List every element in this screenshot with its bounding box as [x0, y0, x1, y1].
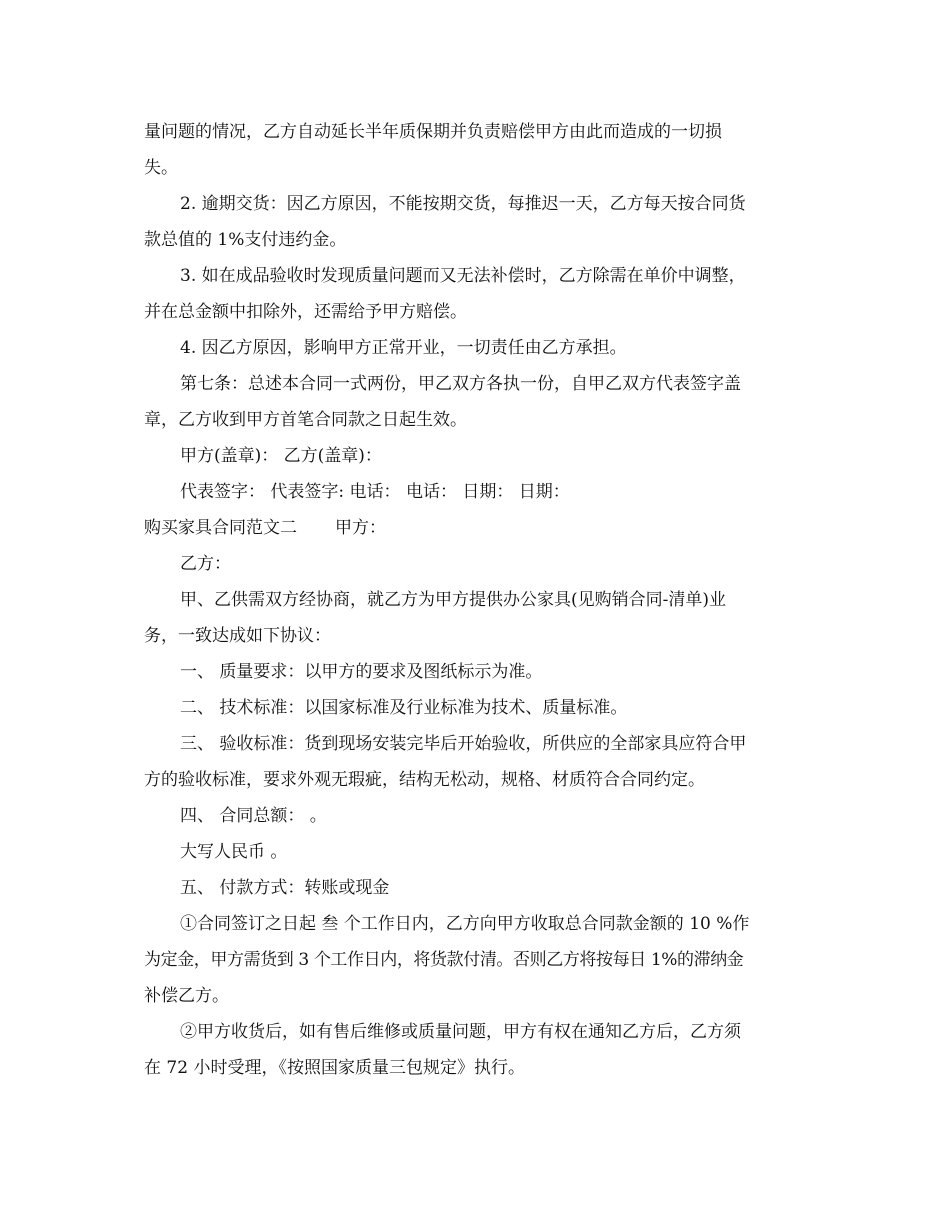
text-line: 量问题的情况，乙方自动延长半年质保期并负责赔偿甲方由此而造成的一切损 — [144, 122, 722, 142]
section-title: 购买家具合同范文二 — [144, 518, 297, 538]
text-line: ②甲方收货后，如有售后维修或质量问题，甲方有权在通知乙方后，乙方须 — [180, 1022, 741, 1042]
text-line: 甲、乙供需双方经协商，就乙方为甲方提供办公家具(见购销合同-清单)业 — [180, 590, 727, 610]
text-line: 4. 因乙方原因，影响甲方正常开业，一切责任由乙方承担。 — [180, 338, 627, 358]
text-line: 大写人民币 。 — [180, 842, 288, 862]
text-line: ①合同签订之日起 叁 个工作日内，乙方向甲方收取总合同款金额的 10 %作 — [180, 914, 750, 934]
text-line: 2. 逾期交货：因乙方原因，不能按期交货，每推迟一天，乙方每天按合同货 — [180, 194, 746, 214]
text-line: 三、 验收标准：货到现场安装完毕后开始验收，所供应的全部家具应符合甲 — [180, 734, 747, 754]
text-line: 章，乙方收到甲方首笔合同款之日起生效。 — [144, 410, 467, 430]
text-line: 乙方： — [180, 554, 231, 574]
text-line: 一、 质量要求：以甲方的要求及图纸标示为准。 — [180, 662, 543, 682]
text-line: 并在总金额中扣除外，还需给予甲方赔偿。 — [144, 302, 467, 322]
text-line: 方的验收标准，要求外观无瑕疵，结构无松动，规格、材质符合合同约定。 — [144, 770, 705, 790]
party-a-label: 甲方： — [335, 518, 386, 538]
text-line: 在 72 小时受理，《按照国家质量三包规定》执行。 — [144, 1058, 525, 1078]
text-line: 补偿乙方。 — [144, 986, 229, 1006]
text-line: 四、 合同总额： 。 — [180, 806, 327, 826]
text-line: 款总值的 1%支付违约金。 — [144, 230, 347, 250]
text-line: 务，一致达成如下协议： — [144, 626, 331, 646]
text-line: 代表签字： 代表签字: 电话： 电话： 日期： 日期： — [180, 482, 570, 502]
text-line: 甲方(盖章)： 乙方(盖章)： — [180, 446, 382, 466]
text-line: 二、 技术标准：以国家标准及行业标准为技术、质量标准。 — [180, 698, 628, 718]
text-line: 五、 付款方式：转账或现金 — [180, 878, 390, 898]
section-heading — [144, 517, 386, 539]
text-line: 为定金，甲方需货到 3 个工作日内，将货款付清。否则乙方将按每日 1%的滞纳金 — [144, 950, 744, 970]
text-line: 3. 如在成品验收时发现质量问题而又无法补偿时，乙方除需在单价中调整， — [180, 266, 746, 286]
text-line: 第七条：总述本合同一式两份，甲乙双方各执一份，自甲乙双方代表签字盖 — [180, 374, 741, 394]
text-line: 失。 — [144, 158, 178, 178]
